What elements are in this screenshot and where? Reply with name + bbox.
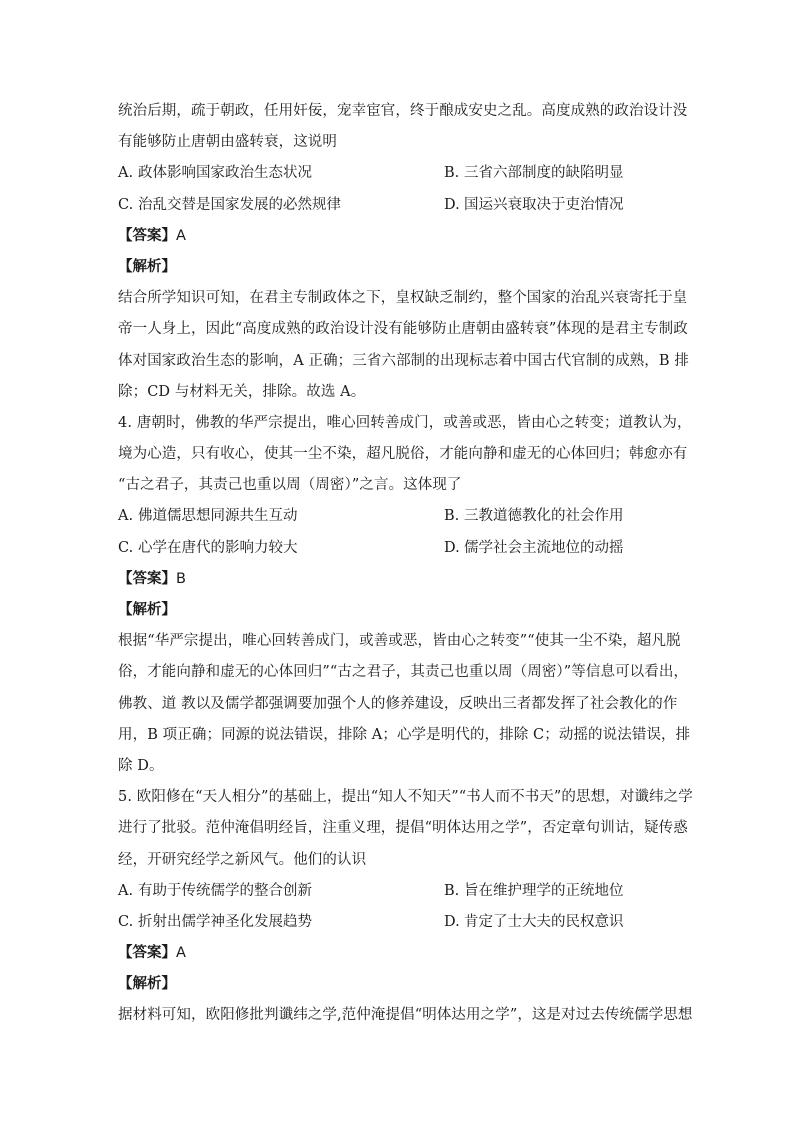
analysis-heading: 【解析】 xyxy=(118,602,176,618)
option-d[interactable]: D. 肯定了士大夫的民权意识 xyxy=(444,913,624,930)
option-row xyxy=(118,190,678,221)
question-stem-line: 统治后期，疏于朝政，任用奸佞，宠幸宦官，终于酿成安史之乱。高度成熟的政治设计没 xyxy=(118,103,688,119)
answer-line xyxy=(118,221,678,252)
option-c[interactable]: C. 心学在唐代的影响力较大 xyxy=(118,539,298,556)
option-b[interactable]: B. 三省六部制度的缺陷明显 xyxy=(444,165,624,182)
question-stem-line: 经，开研究经学之新风气。他们的认识 xyxy=(118,851,367,868)
answer-value: B xyxy=(176,570,186,587)
option-d[interactable]: D. 儒学社会主流地位的动摇 xyxy=(444,539,624,556)
option-a[interactable]: A. 政体影响国家政治生态状况 xyxy=(118,165,312,182)
answer-line xyxy=(118,564,678,595)
option-row xyxy=(118,158,678,189)
option-row xyxy=(118,533,678,564)
option-a[interactable]: A. 佛道儒思想同源共生互动 xyxy=(118,508,298,525)
question-3 xyxy=(118,96,689,408)
option-c[interactable]: C. 治乱交替是国家发展的必然规律 xyxy=(118,196,341,213)
question-stem-line: “古之君子，其责己也重以周（周密）”之言。这体现了 xyxy=(118,477,462,494)
option-b[interactable]: B. 三教道德教化的社会作用 xyxy=(444,508,624,525)
analysis-line: 除；CD 与材料无关，排除。故选 A。 xyxy=(118,383,366,400)
answer-label: 【答案】 xyxy=(118,945,176,962)
analysis-heading: 【解析】 xyxy=(118,976,176,993)
option-b[interactable]: B. 旨在维护理学的正统地位 xyxy=(444,882,624,899)
option-row xyxy=(118,876,678,907)
analysis-line: 结合所学知识可知，在君主专制政体之下，皇权缺乏制约，整个国家的治乱兴衰寄托于皇 xyxy=(118,290,688,307)
analysis-line: 用，B 项正确；同源的说法错误，排除 A；心学是明代的，排除 C；动摇的说法错误，排 xyxy=(118,726,691,743)
question-stem-line: 5. 欧阳修在“天人相分”的基础上，提出“知人不知天”“书人而不书天”的思想，对谶纬之学 xyxy=(118,789,693,806)
analysis-line: 帝一人身上，因此“高度成熟的政治设计没有能够防止唐朝由盛转衰”体现的是君主专制政 xyxy=(118,321,688,338)
answer-value: A xyxy=(176,945,186,962)
analysis-line: 体对国家政治生态的影响，A 正确；三省六部制的出现标志着中国古代官制的成熟，B 排 xyxy=(118,352,689,369)
question-stem-line: 4. 唐朝时，佛教的华严宗提出，唯心回转善成门，或善或恶，皆由心之转变；道教认为， xyxy=(118,414,692,431)
option-c[interactable]: C. 折射出儒学神圣化发展趋势 xyxy=(118,913,312,930)
analysis-line: 据材料可知，欧阳修批判谶纬之学,范仲淹提倡“明体达用之学”，这是对过去传统儒学思想 xyxy=(118,1007,693,1024)
question-stem-line: 境为心造，只有收心，使其一尘不染，超凡脱俗，才能向静和虚无的心体回归；韩愈亦有 xyxy=(118,446,688,463)
answer-label: 【答案】 xyxy=(118,227,176,244)
question-stem-line: 进行了批驳。范仲淹倡明经旨，注重义理，提倡“明体达用之学”，否定章句训诂，疑传惑 xyxy=(118,820,688,837)
question-stem-line: 有能够防止唐朝由盛转衰，这说明 xyxy=(118,134,337,151)
analysis-line: 俗，才能向静和虚无的心体回归”“古之君子，其责己也重以周（周密）”等信息可以看出， xyxy=(118,664,689,681)
answer-line xyxy=(118,938,678,969)
option-a[interactable]: A. 有助于传统儒学的整合创新 xyxy=(118,882,312,899)
analysis-line: 除 D。 xyxy=(118,757,164,774)
option-row xyxy=(118,907,678,938)
analysis-heading: 【解析】 xyxy=(118,258,176,275)
analysis-line: 佛教、道 教以及儒学都强调要加强个人的修养建设，反映出三者都发挥了社会教化的作 xyxy=(118,695,678,712)
answer-value: A xyxy=(176,227,186,244)
question-5 xyxy=(118,782,693,1032)
document-page xyxy=(118,96,693,1032)
question-4 xyxy=(118,408,692,782)
analysis-line: 根据“华严宗提出，唯心回转善成门，或善或恶，皆由心之转变”“使其一尘不染，超凡脱 xyxy=(118,633,681,650)
answer-label: 【答案】 xyxy=(118,570,176,587)
option-d[interactable]: D. 国运兴衰取决于吏治情况 xyxy=(444,196,624,213)
option-row xyxy=(118,501,678,532)
